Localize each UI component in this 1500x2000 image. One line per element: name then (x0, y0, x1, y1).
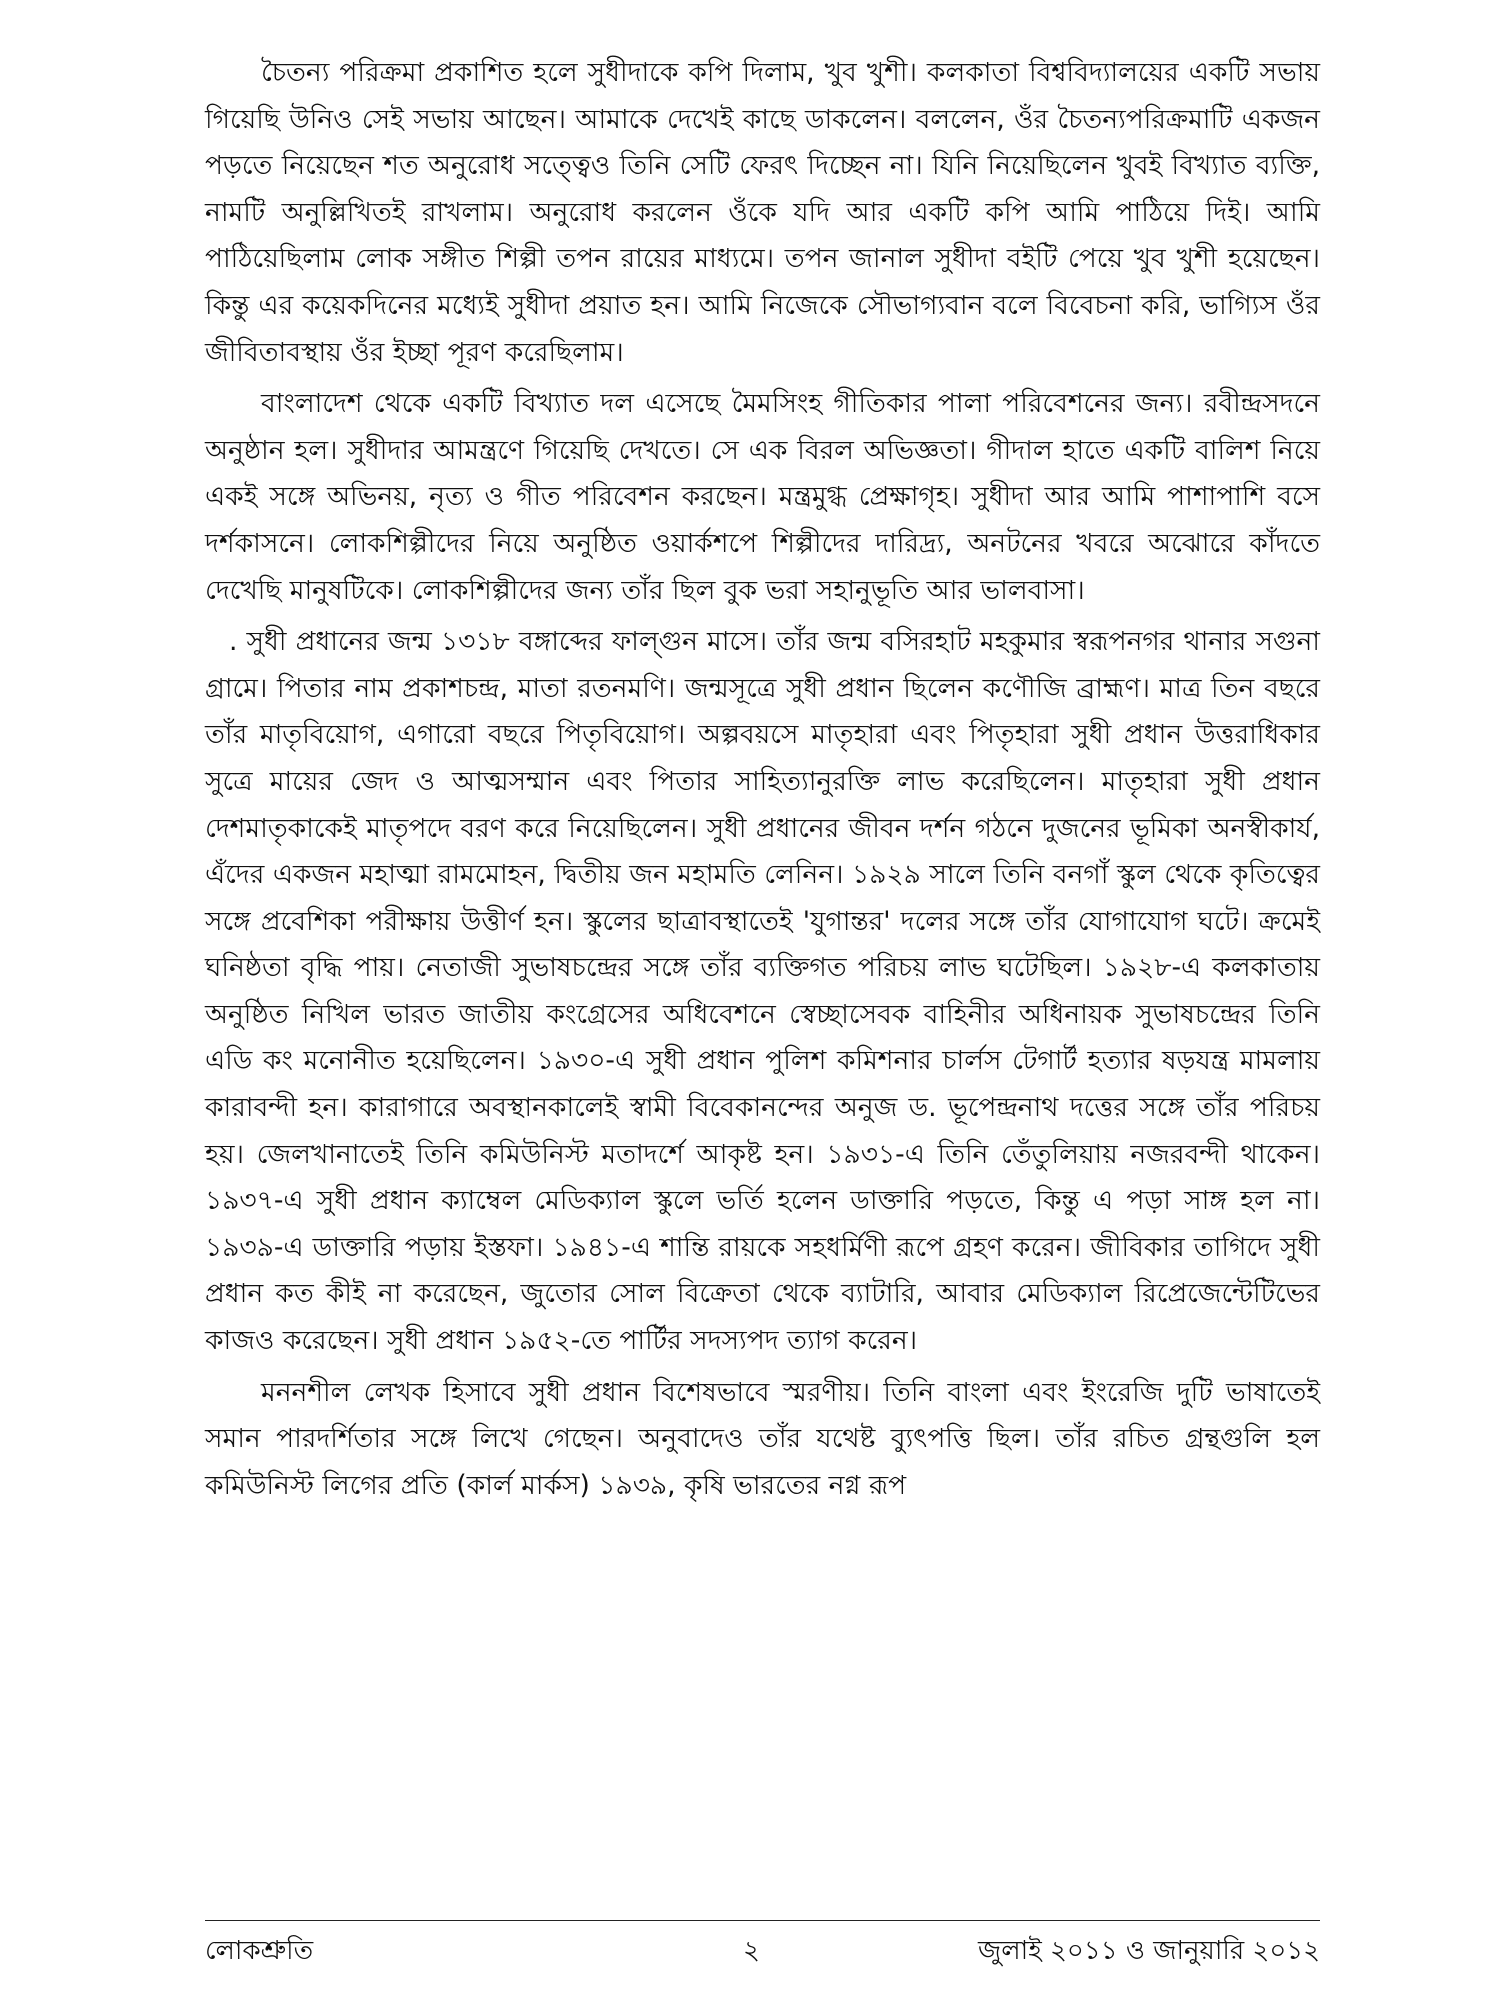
paragraph-bangladesh-troupe: বাংলাদেশ থেকে একটি বিখ্যাত দল এসেছে মৈমসিংহ গীতিকার পালা পরিবেশনের জন্য। রবীন্দ্রসদনে অনুষ্ঠান হল। সুধীদার আমন্ত্রণে গিয়েছি দেখতে। সে এক বিরল অভিজ্ঞতা। গীদাল হাতে একটি বালিশ নিয়ে একই সঙ্গে অভিনয়, নৃত্য ও গীত পরিবেশন করছেন। মন্ত্রমুগ্ধ প্রেক্ষাগৃহ। সুধীদা আর আমি পাশাপাশি বসে দর্শকাসনে। লোকশিল্পীদের নিয়ে অনুষ্ঠিত ওয়ার্কশপে শিল্পীদের দারিদ্র্য, অনটনের খবরে অঝোরে কাঁদতে দেখেছি মানুষটিকে। লোকশিল্পীদের জন্য তাঁর ছিল বুক ভরা সহানুভূতি আর ভালবাসা। (205, 388, 1320, 606)
paragraph-biography: . সুধী প্রধানের জন্ম ১৩১৮ বঙ্গাব্দের ফাল্গুন মাসে। তাঁর জন্ম বসিরহাট মহকুমার স্বরূপনগর থানার সগুনা গ্রামে। পিতার নাম প্রকাশচন্দ্র, মাতা রতনমণি। জন্মসূত্রে সুধী প্রধান ছিলেন কণৌজি ব্রাহ্মণ। মাত্র তিন বছরে তাঁর মাতৃবিয়োগ, এগারো বছরে পিতৃবিয়োগ। অল্পবয়সে মাতৃহারা এবং পিতৃহারা সুধী প্রধান উত্তরাধিকার সুত্রে মায়ের জেদ ও আত্মসম্মান এবং পিতার সাহিত্যানুরক্তি লাভ করেছিলেন। মাতৃহারা সুধী প্রধান দেশমাতৃকাকেই মাতৃপদে বরণ করে নিয়েছিলেন। সুধী প্রধানের জীবন দর্শন গঠনে দুজনের ভূমিকা অনস্বীকার্য, এঁদের একজন মহাত্মা রামমোহন, দ্বিতীয় জন মহামতি লেনিন। ১৯২৯ সালে তিনি বনগাঁ স্কুল থেকে কৃতিত্বের সঙ্গে প্রবেশিকা পরীক্ষায় উত্তীর্ণ হন। স্কুলের ছাত্রাবস্থাতেই 'যুগান্তর' দলের সঙ্গে তাঁর যোগাযোগ ঘটে। ক্রমেই ঘনিষ্ঠতা বৃদ্ধি পায়। নেতাজী সুভাষচন্দ্রের সঙ্গে তাঁর ব্যক্তিগত পরিচয় লাভ ঘটেছিল। ১৯২৮-এ কলকাতায় অনুষ্ঠিত নিখিল ভারত জাতীয় কংগ্রেসের অধিবেশনে স্বেচ্ছাসেবক বাহিনীর অধিনায়ক সুভাষচন্দ্রের তিনি এডি কং মনোনীত হয়েছিলেন। ১৯৩০-এ সুধী প্রধান পুলিশ কমিশনার চার্লস টেগার্ট হত্যার ষড়যন্ত্র মামলায় কারাবন্দী হন। কারাগারে অবস্থানকালেই স্বামী বিবেকানন্দের অনুজ ড. ভূপেন্দ্রনাথ দত্তের সঙ্গে তাঁর পরিচয় হয়। জেলখানাতেই তিনি কমিউনিস্ট মতাদর্শে আকৃষ্ট হন। ১৯৩১-এ তিনি তেঁতুলিয়ায় নজরবন্দী থাকেন। ১৯৩৭-এ সুধী প্রধান ক্যাম্বেল মেডিক্যাল স্কুলে ভর্তি হলেন ডাক্তারি পড়তে, কিন্তু এ পড়া সাঙ্গ হল না। ১৯৩৯-এ ডাক্তারি পড়ায় ইস্তফা। ১৯৪১-এ শান্তি রায়কে সহধর্মিণী রূপে গ্রহণ করেন। জীবিকার তাগিদে সুধী প্রধান কত কীই না করেছেন, জুতোর সোল বিক্রেতা থেকে ব্যাটারি, আবার মেডিক্যাল রিপ্রেজেন্টেটিভের কাজও করেছেন। সুধী প্রধান ১৯৫২-তে পার্টির সদস্যপদ ত্যাগ করেন। (205, 626, 1320, 1357)
article-body (205, 50, 1320, 1509)
page-number: ২ (743, 1936, 760, 1966)
document-page (205, 50, 1320, 1966)
footer-divider (205, 1920, 1320, 1921)
issue-date: জুলাই ২০১১ ও জানুয়ারি ২০১২ (978, 1936, 1320, 1966)
paragraph-writings: মননশীল লেখক হিসাবে সুধী প্রধান বিশেষভাবে স্মরণীয়। তিনি বাংলা এবং ইংরেজি দুটি ভাষাতেই সমান পারদর্শিতার সঙ্গে লিখে গেছেন। অনুবাদেও তাঁর যথেষ্ট ব্যুৎপত্তি ছিল। তাঁর রচিত গ্রন্থগুলি হল কমিউনিস্ট লিগের প্রতি (কার্ল মার্কস) ১৯৩৯, কৃষি ভারতের নগ্ন রূপ (205, 1376, 1320, 1501)
paragraph-chaitanya-parikrama: চৈতন্য পরিক্রমা প্রকাশিত হলে সুধীদাকে কপি দিলাম, খুব খুশী। কলকাতা বিশ্ববিদ্যালয়ের একটি সভায় গিয়েছি উনিও সেই সভায় আছেন। আমাকে দেখেই কাছে ডাকলেন। বললেন, ওঁর চৈতন্যপরিক্রমাটি একজন পড়তে নিয়েছেন শত অনুরোধ সত্ত্বেও তিনি সেটি ফেরৎ দিচ্ছেন না। যিনি নিয়েছিলেন খুবই বিখ্যাত ব্যক্তি, নামটি অনুল্লিখিতই রাখলাম। অনুরোধ করলেন ওঁকে যদি আর একটি কপি আমি পাঠিয়ে দিই। আমি পাঠিয়েছিলাম লোক সঙ্গীত শিল্পী তপন রায়ের মাধ্যমে। তপন জানাল সুধীদা বইটি পেয়ে খুব খুশী হয়েছেন। কিন্তু এর কয়েকদিনের মধ্যেই সুধীদা প্রয়াত হন। আমি নিজেকে সৌভাগ্যবান বলে বিবেচনা করি, ভাগ্যিস ওঁর জীবিতাবস্থায় ওঁর ইচ্ছা পূরণ করেছিলাম। (205, 57, 1320, 368)
journal-name: লোকশ্রুতি (205, 1936, 314, 1966)
page-footer (205, 1932, 1320, 1972)
